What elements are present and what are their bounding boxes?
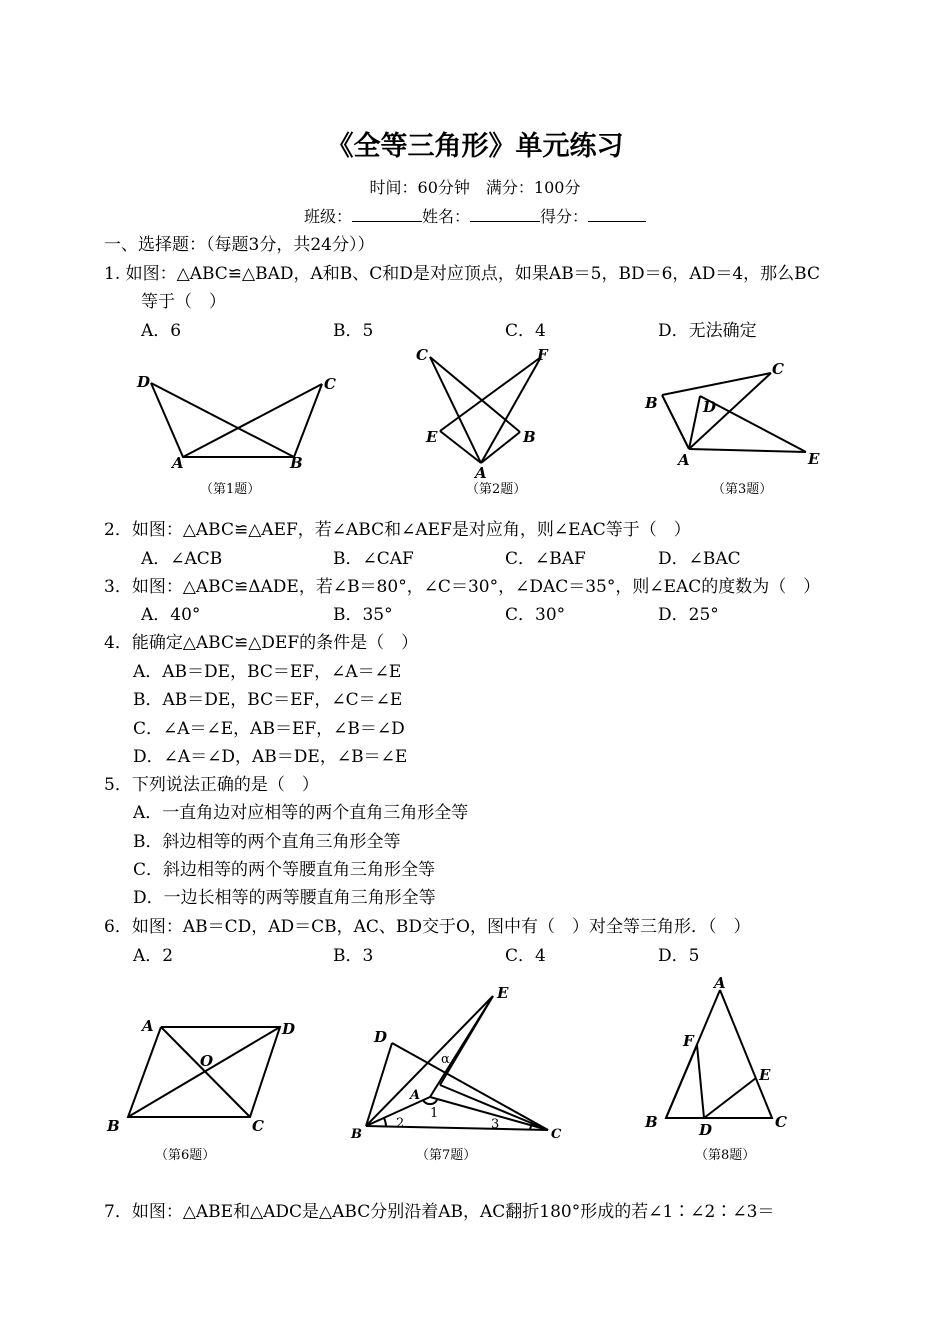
q5-option-a[interactable]: A．一直角边对应相等的两个直角三角形全等 [133, 803, 469, 823]
q5-text: 5．下列说法正确的是（ ） [104, 775, 319, 795]
fig2-label-c: C [416, 346, 428, 364]
fig2-label-a: A [475, 464, 487, 482]
q1-option-d[interactable]: D．无法确定 [658, 321, 757, 341]
fig1-label-b: B [290, 454, 303, 472]
q6-text: 6．如图：AB＝CD，AD＝CB，AC、BD交于O，图中有（ ）对全等三角形．（ ） [104, 917, 751, 937]
q3-text: 3．如图：△ABC≌ΔADE，若∠B＝80°，∠C＝30°，∠DAC＝35°，则∠EAC的度数为（ ） [104, 577, 821, 597]
fig3-label-d: D [703, 398, 717, 416]
q6-option-a[interactable]: A．2 [133, 946, 174, 966]
fig8-label-a: A [714, 974, 726, 992]
q3-option-b[interactable]: B．35° [333, 605, 393, 625]
fig1-label-a: A [172, 454, 184, 472]
fig3-label-c: C [772, 360, 784, 378]
fig6-label-c: C [252, 1117, 264, 1135]
fig2-label-e: E [426, 428, 438, 446]
fig8-caption: （第8题） [695, 1148, 756, 1163]
fig2-label-f: F [537, 346, 548, 364]
fig2-caption: （第2题） [466, 482, 527, 497]
page-title: 《全等三角形》单元练习 [326, 131, 624, 162]
fig3-label-e: E [808, 450, 820, 468]
time-info: 时间：60分钟 满分：100分 [369, 178, 581, 197]
q6-option-b[interactable]: B．3 [333, 946, 374, 966]
fig8-label-b: B [645, 1113, 658, 1131]
fig8-de [704, 1078, 756, 1118]
fig7-caption: （第7题） [416, 1148, 477, 1163]
fig7-label-alpha: α [441, 1052, 450, 1067]
fig2-label-b: B [523, 428, 536, 446]
q1-option-a[interactable]: A．6 [141, 321, 182, 341]
fig8-triangle [666, 990, 772, 1118]
section-heading: 一、选择题：（每题3分，共24分）） [104, 235, 375, 255]
fig7-label-3: 3 [491, 1117, 500, 1132]
fig1-caption: （第1题） [200, 482, 261, 497]
q1-option-c[interactable]: C．4 [505, 321, 546, 341]
fig7-label-b: B [351, 1127, 362, 1142]
q5-option-b[interactable]: B．斜边相等的两个直角三角形全等 [133, 832, 401, 852]
q4-text: 4．能确定△ABC≌△DEF的条件是（ ） [104, 633, 419, 653]
class-label: 班级： [303, 207, 352, 226]
fig3-label-a: A [678, 451, 690, 469]
q7-text: 7．如图：△ABE和△ADC是△ABC分别沿着AB，AC翻折180°形成的若∠1∶∠2∶∠3＝ [104, 1202, 775, 1222]
fig8-label-d: D [699, 1121, 713, 1139]
q2-option-a[interactable]: A．∠ACB [141, 549, 223, 569]
q2-option-c[interactable]: C．∠BAF [505, 549, 586, 569]
fig7-label-2: 2 [396, 1116, 405, 1131]
fig3-caption: （第3题） [712, 482, 773, 497]
fig7-label-d: D [374, 1028, 388, 1046]
name-label: 姓名： [421, 207, 470, 226]
fig7-label-e: E [497, 984, 509, 1002]
q5-option-c[interactable]: C．斜边相等的两个等腰直角三角形全等 [133, 860, 436, 880]
fig6-label-a: A [142, 1017, 154, 1035]
fig6-label-b: B [107, 1117, 120, 1135]
fig7-label-c: C [551, 1127, 562, 1142]
q1-option-b[interactable]: B．5 [333, 321, 374, 341]
fig8-label-c: C [775, 1113, 787, 1131]
q6-option-c[interactable]: C．4 [505, 946, 546, 966]
q2-text: 2．如图：△ABC≌△AEF，若∠ABC和∠AEF是对应角，则∠EAC等于（ ） [104, 520, 691, 540]
fig8-label-e: E [759, 1066, 771, 1084]
q1-text-cont: 等于（ ） [141, 292, 226, 312]
q3-option-d[interactable]: D．25° [658, 605, 719, 625]
score-label: 得分： [540, 207, 589, 226]
fig6-caption: （第6题） [155, 1148, 216, 1163]
q4-option-c[interactable]: C．∠A＝∠E，AB＝EF，∠B＝∠D [133, 719, 405, 739]
fig7-label-a: A [410, 1088, 421, 1103]
q5-option-d[interactable]: D．一边长相等的两等腰直角三角形全等 [133, 888, 436, 908]
fig1-label-c: C [324, 375, 336, 393]
q3-option-c[interactable]: C．30° [505, 605, 566, 625]
fig1-label-d: D [137, 373, 151, 391]
q4-option-b[interactable]: B．AB＝DE，BC＝EF，∠C＝∠E [133, 690, 403, 710]
fig8-fd [697, 1045, 704, 1118]
q1-text: 1. 如图：△ABC≌△BAD，A和B、C和D是对应顶点，如果AB＝5，BD＝6，AD＝4，那么BC [104, 264, 820, 284]
fig6-label-o: O [200, 1052, 214, 1070]
fig3-label-b: B [645, 394, 658, 412]
fig8-bf [666, 1045, 697, 1118]
q2-option-b[interactable]: B．∠CAF [333, 549, 414, 569]
q4-option-a[interactable]: A．AB＝DE，BC＝EF，∠A＝∠E [133, 662, 402, 682]
fig8-label-f: F [683, 1032, 694, 1050]
q6-option-d[interactable]: D．5 [658, 946, 700, 966]
q2-option-d[interactable]: D．∠BAC [658, 549, 741, 569]
fig7-label-1: 1 [430, 1106, 439, 1121]
q3-option-a[interactable]: A．40° [141, 605, 201, 625]
q4-option-d[interactable]: D．∠A＝∠D，AB＝DE，∠B＝∠E [133, 747, 408, 767]
fig6-label-d: D [282, 1020, 296, 1038]
